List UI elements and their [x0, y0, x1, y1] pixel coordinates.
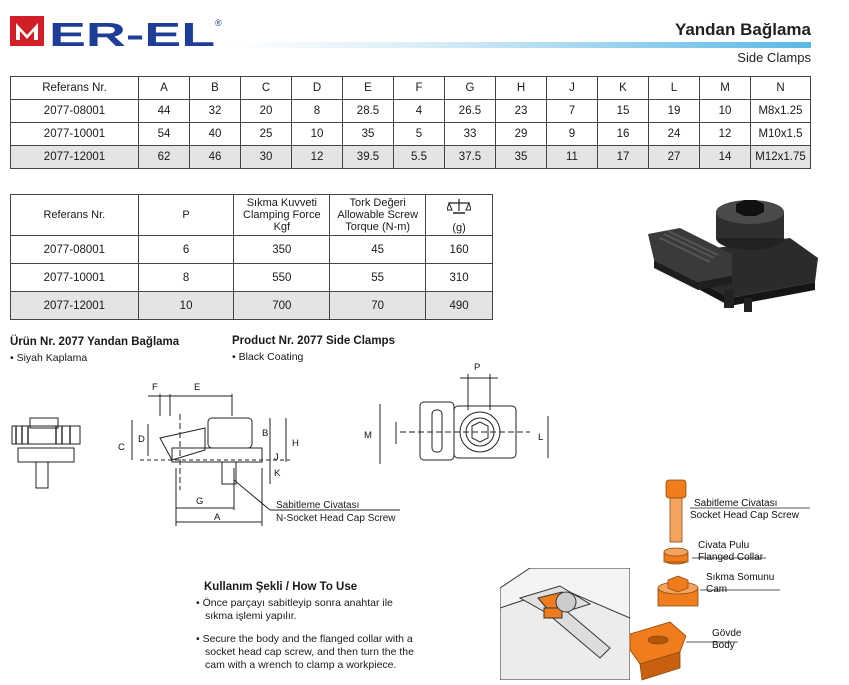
table-cell: 310: [426, 264, 493, 292]
product-title-en: Product Nr. 2077 Side Clamps: [232, 335, 395, 347]
dim-p: P: [474, 362, 481, 373]
col-header: G: [445, 77, 496, 100]
dim-c: C: [118, 442, 125, 453]
table-cell: 46: [190, 146, 241, 169]
table-row: [11, 100, 811, 123]
col-header: K: [598, 77, 649, 100]
table-header-row: [11, 195, 493, 236]
col-header: P: [138, 195, 234, 236]
table-cell: 20: [241, 100, 292, 123]
header-line: Clamping Force: [243, 209, 321, 221]
table-cell: 8: [292, 100, 343, 123]
dim-k: K: [274, 468, 281, 479]
flanged-collar-part: [664, 548, 688, 564]
col-header: N: [751, 77, 811, 100]
table-row: [11, 236, 493, 264]
dim-g: G: [196, 496, 204, 507]
col-header: E: [343, 77, 394, 100]
usage-illustration: [500, 568, 630, 680]
header-line: Tork Değeri: [349, 197, 406, 209]
table-cell: 2077-12001: [11, 292, 139, 320]
col-header: C: [241, 77, 292, 100]
col-header: Referans Nr.: [11, 77, 139, 100]
bullet: •: [196, 633, 203, 645]
table-header-row: [11, 77, 811, 100]
table-cell: 490: [426, 292, 493, 320]
side-view-left: [12, 418, 80, 488]
dim-a: A: [214, 512, 221, 523]
part-label-collar-tr: Civata Pulu: [698, 540, 750, 551]
table-cell: 55: [330, 264, 426, 292]
table-cell: 19: [649, 100, 700, 123]
table-cell: 70: [330, 292, 426, 320]
table-cell: 32: [190, 100, 241, 123]
col-header-weight: [426, 195, 493, 236]
table-cell: 10: [292, 123, 343, 146]
table-cell: 2077-08001: [11, 236, 139, 264]
weight-unit: (g): [452, 221, 466, 234]
table-cell: M10x1.5: [751, 123, 811, 146]
col-header: L: [649, 77, 700, 100]
dim-f: F: [152, 382, 158, 393]
dim-m: M: [364, 430, 372, 441]
table-cell: 2077-10001: [11, 264, 139, 292]
usage-line: sıkma işlemi yapılır.: [205, 610, 297, 622]
table-cell: 15: [598, 100, 649, 123]
table-cell: 14: [700, 146, 751, 169]
table-cell: 2077-08001: [11, 100, 139, 123]
header-line: Kgf: [273, 221, 291, 233]
table-cell: 17: [598, 146, 649, 169]
table-cell: 25: [241, 123, 292, 146]
specs-table: [10, 194, 493, 320]
table-cell: 29: [496, 123, 547, 146]
table-cell: 12: [700, 123, 751, 146]
table-cell: 8: [138, 264, 234, 292]
header-line: Sıkma Kuvveti: [246, 197, 317, 209]
dim-b: B: [262, 428, 269, 439]
dim-d: D: [138, 434, 145, 445]
dimensions-table: [10, 76, 811, 169]
body-part: [630, 622, 686, 680]
header-line: Torque (N-m): [345, 221, 411, 233]
table-cell: 16: [598, 123, 649, 146]
table-cell: 6: [138, 236, 234, 264]
table-cell: 4: [394, 100, 445, 123]
usage-step-tr: [196, 597, 393, 623]
col-header: F: [394, 77, 445, 100]
usage-text: Önce parçayı sabitleyip sonra anahtar ile: [202, 597, 393, 609]
screw-label-tr: Sabitleme Civatası: [276, 500, 360, 511]
table-cell: 350: [234, 236, 330, 264]
table-cell: 35: [343, 123, 394, 146]
table-cell: 550: [234, 264, 330, 292]
logo-text: ER-EL: [49, 16, 215, 53]
table-row: [11, 264, 493, 292]
table-cell: 39.5: [343, 146, 394, 169]
usage-line: [196, 633, 414, 646]
cam-part: [658, 576, 698, 606]
table-cell: 37.5: [445, 146, 496, 169]
clamp-photo-illustration: [648, 200, 818, 312]
part-label-cam-tr: Sıkma Somunu: [706, 572, 775, 583]
dim-l: L: [538, 432, 544, 443]
col-header: D: [292, 77, 343, 100]
col-header: B: [190, 77, 241, 100]
col-header: H: [496, 77, 547, 100]
col-header: Referans Nr.: [11, 195, 139, 236]
product-photo: [640, 190, 830, 320]
table-cell: 28.5: [343, 100, 394, 123]
product-bullet-tr: • Siyah Kaplama: [10, 352, 88, 364]
table-cell: 10: [700, 100, 751, 123]
table-cell: 35: [496, 146, 547, 169]
table-row: [11, 292, 493, 320]
table-cell: 33: [445, 123, 496, 146]
table-cell: 24: [649, 123, 700, 146]
col-header-force: [234, 195, 330, 236]
table-cell: 30: [241, 146, 292, 169]
dimension-labels: [118, 362, 543, 523]
part-label-body-tr: Gövde: [712, 628, 742, 639]
table-cell: 40: [190, 123, 241, 146]
usage-step-en: [196, 633, 414, 672]
erel-logo: [10, 14, 225, 56]
table-cell: 54: [139, 123, 190, 146]
product-bullet-en: • Black Coating: [232, 351, 304, 363]
product-title-tr: Ürün Nr. 2077 Yandan Bağlama: [10, 336, 180, 348]
table-cell: 12: [292, 146, 343, 169]
table-cell: 5: [394, 123, 445, 146]
dim-h: H: [292, 438, 299, 449]
table-cell: 27: [649, 146, 700, 169]
table-row: [11, 123, 811, 146]
dim-j: J: [274, 452, 279, 463]
col-header: A: [139, 77, 190, 100]
table-cell: 26.5: [445, 100, 496, 123]
page-subtitle: Side Clamps: [737, 50, 811, 65]
table-cell: 7: [547, 100, 598, 123]
table-cell: 9: [547, 123, 598, 146]
part-label-body-en: Body: [712, 640, 735, 651]
table-cell: 5.5: [394, 146, 445, 169]
table-cell: 160: [426, 236, 493, 264]
usage-text: Secure the body and the flanged collar with a: [202, 633, 413, 645]
page-title: Yandan Bağlama: [674, 20, 811, 39]
header-gradient-bar: [228, 42, 811, 48]
table-cell: 700: [234, 292, 330, 320]
usage-line: socket head cap screw, and then turn the the: [205, 646, 414, 658]
table-cell: 44: [139, 100, 190, 123]
table-cell: 2077-10001: [11, 123, 139, 146]
socket-head-cap-screw-part: [666, 480, 686, 542]
col-header: J: [547, 77, 598, 100]
part-label-collar-en: Flanged Collar: [698, 552, 764, 563]
table-cell: M12x1.75: [751, 146, 811, 169]
part-label-cam-en: Cam: [706, 584, 728, 595]
col-header-torque: [330, 195, 426, 236]
logo-mark-icon: [10, 16, 44, 46]
table-cell: 11: [547, 146, 598, 169]
table-cell: 23: [496, 100, 547, 123]
usage-title: Kullanım Şekli / How To Use: [204, 581, 358, 593]
table-cell: 62: [139, 146, 190, 169]
table-cell: 10: [138, 292, 234, 320]
part-label-screw-tr: Sabitleme Civatası: [694, 498, 778, 509]
bullet: •: [196, 597, 203, 609]
dim-e: E: [194, 382, 201, 393]
front-view: [132, 394, 400, 526]
header-line: Allowable Screw: [337, 209, 419, 221]
usage-line: cam with a wrench to clamp a workpiece.: [205, 659, 397, 671]
table-cell: M8x1.25: [751, 100, 811, 123]
table-cell: 2077-12001: [11, 146, 139, 169]
usage-line: [196, 597, 393, 610]
table-row: [11, 146, 811, 169]
scale-icon: [447, 197, 471, 219]
top-view: [380, 374, 548, 464]
part-label-screw-en: Socket Head Cap Screw: [690, 510, 799, 521]
table-cell: 45: [330, 236, 426, 264]
col-header: M: [700, 77, 751, 100]
logo-registered: ®: [215, 18, 222, 28]
screw-label-en: N-Socket Head Cap Screw: [276, 513, 396, 524]
